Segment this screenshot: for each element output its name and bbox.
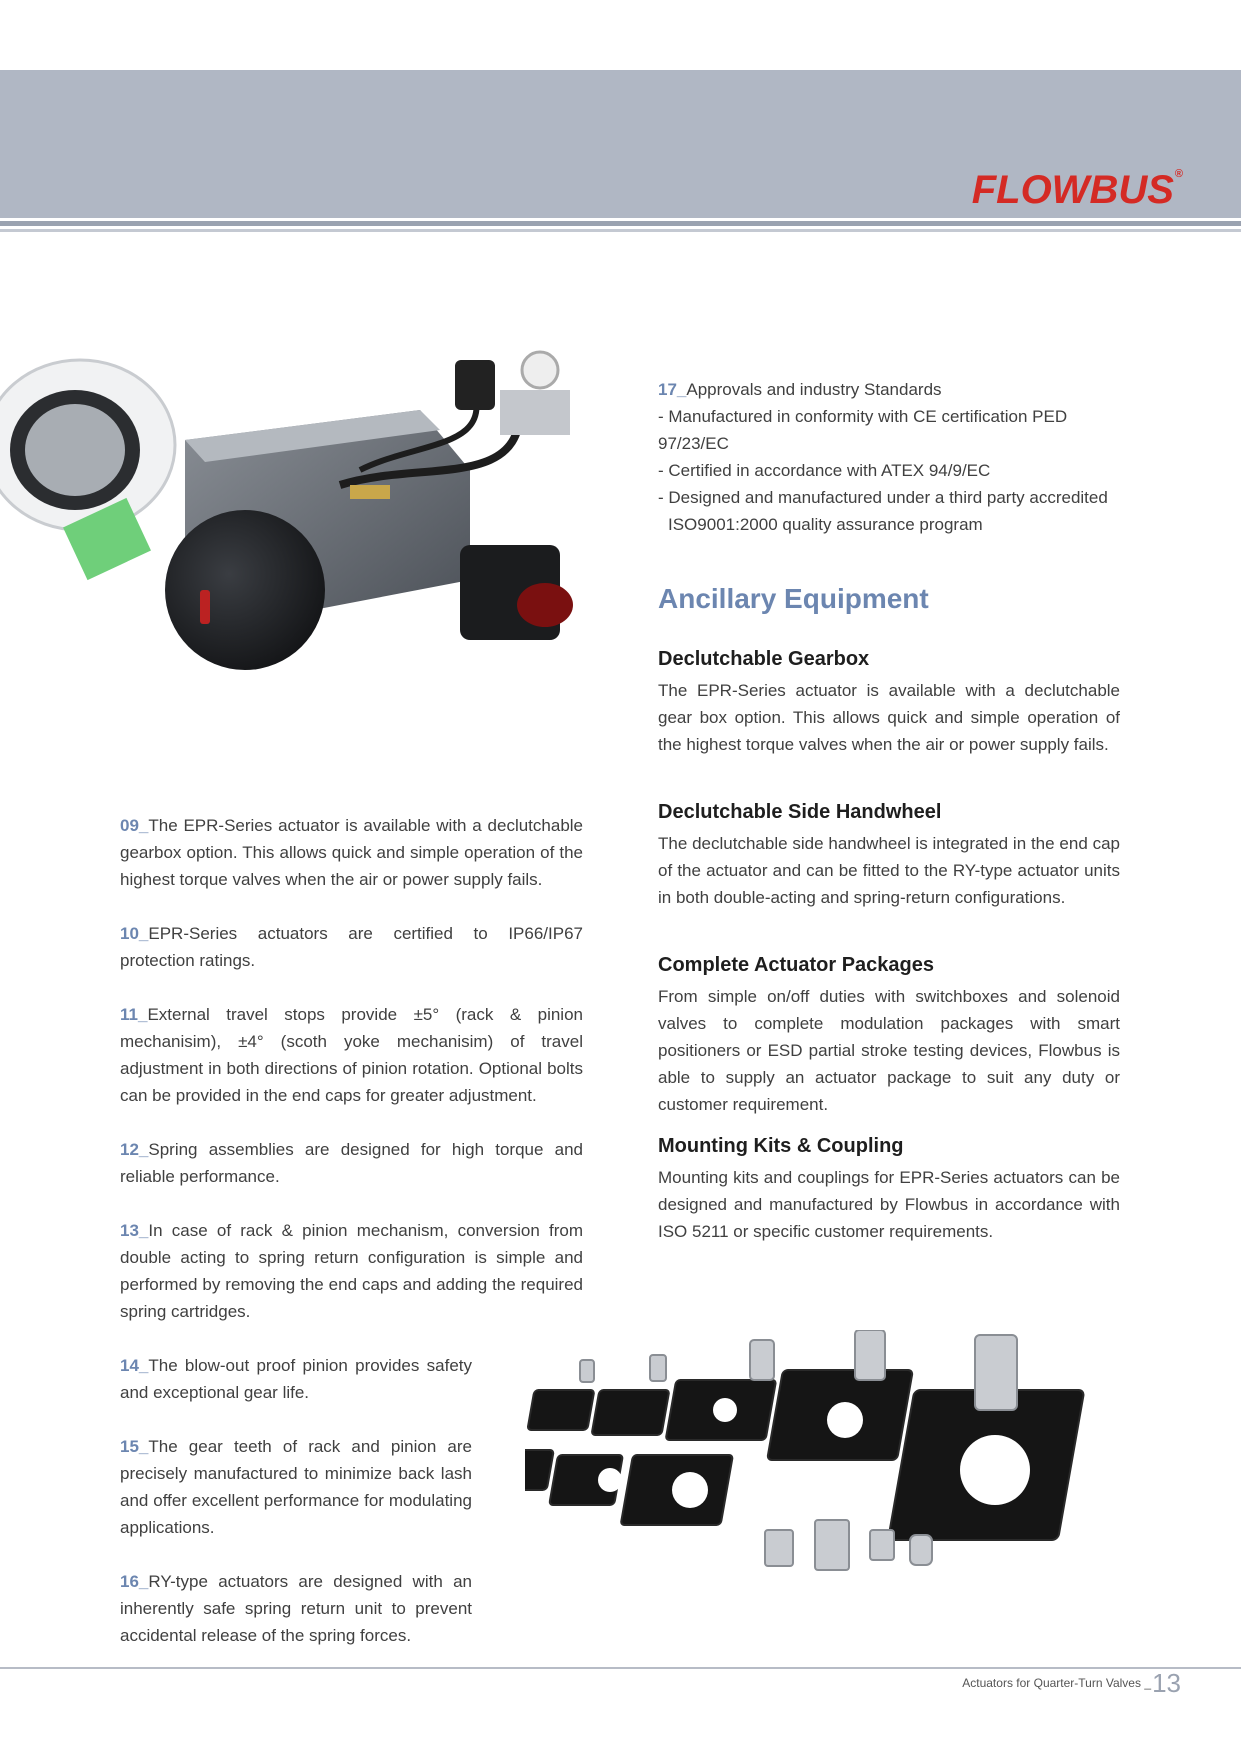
footer-rule xyxy=(0,1667,1241,1669)
feature-number: 11_ xyxy=(120,1005,148,1024)
footer-text: Actuators for Quarter-Turn Valves _ xyxy=(962,1676,1151,1690)
feature-item-12 xyxy=(120,1136,583,1190)
feature-number: 15_ xyxy=(120,1437,149,1456)
logo-text: FLOWBUS xyxy=(971,168,1174,212)
subsection-heading: Mounting Kits & Coupling xyxy=(658,1135,904,1157)
subsection-handwheel xyxy=(658,801,1120,911)
feature-number: 12_ xyxy=(120,1140,149,1159)
subsection-heading: Declutchable Gearbox xyxy=(658,648,870,670)
approvals-block xyxy=(658,376,1120,538)
feature-text: The blow-out proof pinion provides safety and exceptional gear life. xyxy=(120,1356,472,1402)
feature-number: 13_ xyxy=(120,1221,149,1240)
feature-text: The EPR-Series actuator is available with a declutchable gearbox option. This allows quick and simple operation of the highest torque valves when the air or power supply fails. xyxy=(120,816,583,889)
feature-text: RY-type actuators are designed with an inherently safe spring return unit to prevent accidental release of the spring forces. xyxy=(120,1572,472,1645)
feature-number: 14_ xyxy=(120,1356,149,1375)
feature-item-09 xyxy=(120,812,583,893)
feature-list xyxy=(120,812,583,1676)
approvals-number: 17_ xyxy=(658,380,687,399)
subsection-body: The declutchable side handwheel is integrated in the end cap of the actuator and can be fitted to the RY-type actuator units in both double-acting and spring-return configurations. xyxy=(658,834,1120,907)
feature-item-11 xyxy=(120,1001,583,1109)
section-title: Ancillary Equipment xyxy=(658,583,929,614)
feature-text: EPR-Series actuators are certified to IP66/IP67 protection ratings. xyxy=(120,924,583,970)
feature-item-16 xyxy=(120,1568,472,1649)
feature-text: Spring assemblies are designed for high torque and reliable performance. xyxy=(120,1140,583,1186)
subsection-body: The EPR-Series actuator is available with a declutchable gear box option. This allows quick and simple operation of the highest torque valves when the air or power supply fails. xyxy=(658,681,1120,754)
approvals-line: ISO9001:2000 quality assurance program xyxy=(668,515,983,534)
approvals-line: - Manufactured in conformity with CE certification PED 97/23/EC xyxy=(658,407,1068,453)
page-number: 13 xyxy=(1152,1668,1181,1698)
feature-number: 16_ xyxy=(120,1572,149,1591)
subsection-mounting xyxy=(658,1135,1120,1245)
subsection-heading: Declutchable Side Handwheel xyxy=(658,801,942,823)
approvals-line: - Certified in accordance with ATEX 94/9/EC xyxy=(658,461,991,480)
subsection-packages xyxy=(658,954,1120,1118)
subsection-gearbox xyxy=(658,648,1120,758)
subsection-body: Mounting kits and couplings for EPR-Series actuators can be designed and manufactured by Flowbus in accordance with ISO 5211 or specific customer requirements. xyxy=(658,1168,1120,1241)
feature-number: 10_ xyxy=(120,924,149,943)
actuator-photo xyxy=(0,350,625,770)
approvals-title-text: Approvals and industry Standards xyxy=(686,380,942,399)
flowbus-logo xyxy=(972,168,1183,213)
mounting-kits-photo xyxy=(525,1330,1155,1610)
header-rule xyxy=(0,218,1241,232)
subsection-body: From simple on/off duties with switchboxes and solenoid valves to complete modulation packages with smart positioners or ESD partial stroke testing devices, Flowbus is able to supply an actuator package to suit any duty or customer requirement. xyxy=(658,987,1120,1114)
feature-text: External travel stops provide ±5° (rack & pinion mechanisim), ±4° (scoth yoke mechanisim) of travel adjustment in both directions of pinion rotation. Optional bolts can be provided in the end caps for greater adjustment. xyxy=(120,1005,583,1105)
registered-mark: ® xyxy=(1174,168,1183,180)
approvals-line: - Designed and manufactured under a third party accredited xyxy=(658,488,1108,507)
feature-item-14 xyxy=(120,1352,472,1406)
feature-text: The gear teeth of rack and pinion are precisely manufactured to minimize back lash and offer excellent performance for modulating applications. xyxy=(120,1437,472,1537)
approvals-title xyxy=(658,376,1120,403)
feature-item-10 xyxy=(120,920,583,974)
feature-number: 09_ xyxy=(120,816,149,835)
feature-text: In case of rack & pinion mechanism, conversion from double acting to spring return configuration is simple and performed by removing the end caps and adding the required spring cartridges. xyxy=(120,1221,583,1321)
feature-item-15 xyxy=(120,1433,472,1541)
subsection-heading: Complete Actuator Packages xyxy=(658,954,935,976)
feature-item-13 xyxy=(120,1217,583,1325)
